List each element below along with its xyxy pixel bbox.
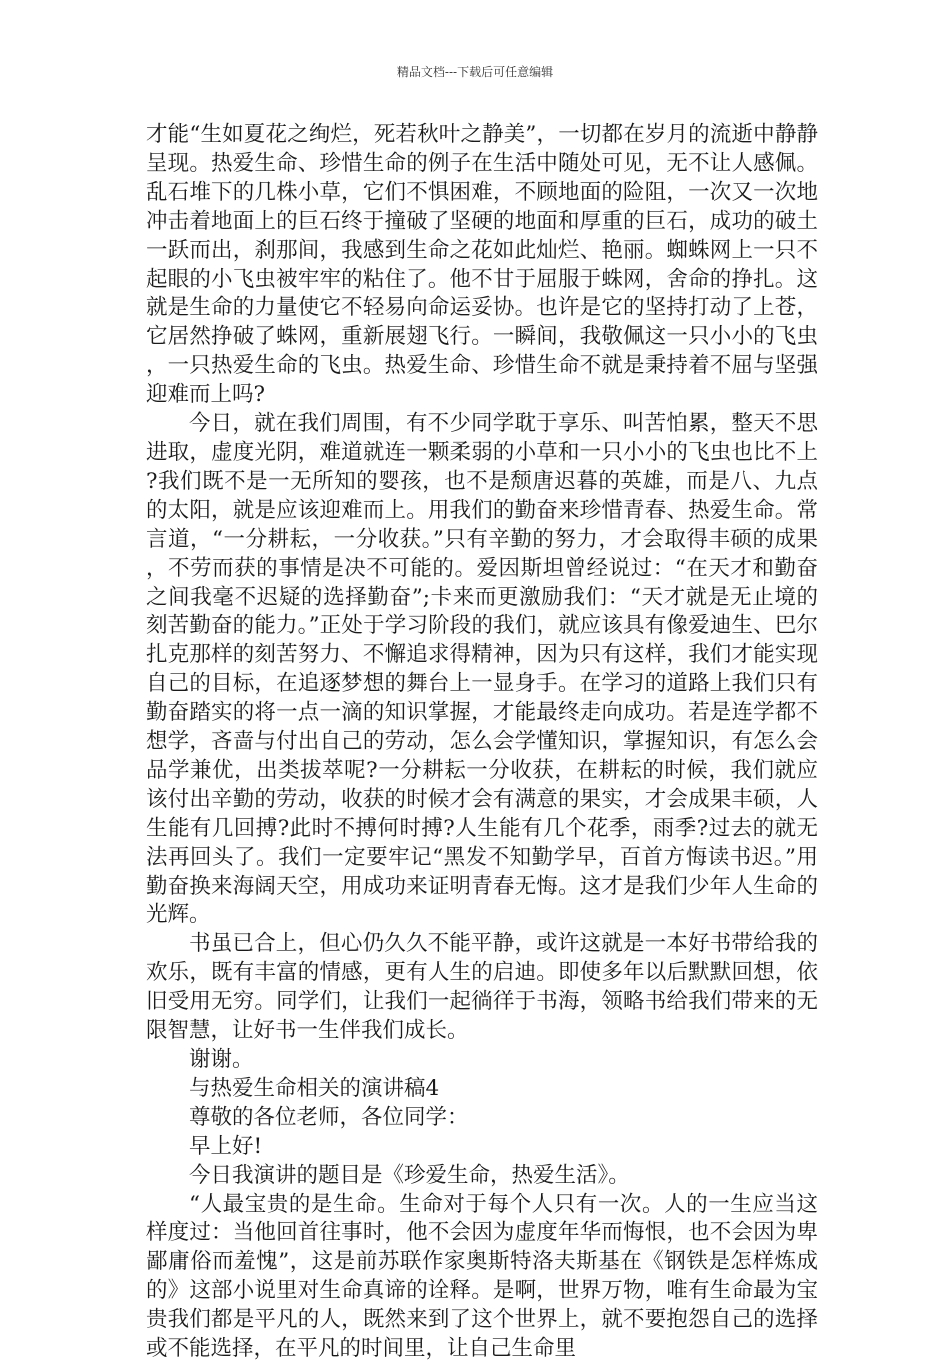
document-body [146, 121, 818, 1364]
paragraph-quote-ostrovsky: “人最宝贵的是生命。生命对于每个人只有一次。人的一生应当这样度过：当他回首往事时，他不会因为虚度年华而悔恨，也不会因为卑鄙庸俗而羞愧”，这是前苏联作家奥斯特洛夫斯基在《钢铁是怎样炼成的》这部小说里对生命真谛的诠释。是啊，世界万物，唯有生命最为宝贵我们都是平凡的人，既然来到了这个世界上，就不要抱怨自己的选择或不能选择，在平凡的时间里，让自己生命里 [146, 1191, 818, 1362]
thanks-line: 谢谢。 [189, 1047, 254, 1072]
paragraph-life-examples: 才能“生如夏花之绚烂，死若秋叶之静美”，一切都在岁月的流逝中静静呈现。热爱生命、珍惜生命的例子在生活中随处可见，无不让人感佩。乱石堆下的几株小草，它们不惧困难，不顾地面的险阻，一次又一次地冲击着地面上的巨石终于撞破了坚硬的地面和厚重的巨石，成功的破土一跃而出，刹那间，我感到生命之花如此灿烂、艳丽。蜘蛛网上一只不起眼的小飞虫被牢牢的粘住了。他不甘于屈服于蛛网，舍命的挣扎。这就是生命的力量使它不轻易向命运妥协。也许是它的坚持打动了上苍，它居然挣破了蛛网，重新展翅飞行。一瞬间，我敬佩这一只小小的飞虫，一只热爱生命的飞虫。热爱生命、珍惜生命不就是秉持着不屈与坚强迎难而上吗? [146, 122, 818, 408]
salutation-line: 尊敬的各位老师，各位同学： [189, 1104, 469, 1130]
topic-line: 今日我演讲的题目是《珍爱生命，热爱生活》。 [189, 1162, 630, 1188]
speech-title: 与热爱生命相关的演讲稿4 [189, 1075, 440, 1101]
paragraph-book-closing: 书虽已合上，但心仍久久不能平静，或许这就是一本好书带给我的欢乐，既有丰富的情感，更有人生的启迪。即使多年以后默默回想，依旧受用无穷。同学们，让我们一起徜徉于书海，领略书给我们带来的无限智慧，让好书一生伴我们成长。 [146, 931, 818, 1044]
page-header: 精品文档---下载后可任意编辑 [396, 65, 554, 79]
greeting-line: 早上好! [189, 1133, 263, 1159]
paragraph-diligence: 今日，就在我们周围，有不少同学耽于享乐、叫苦怕累，整天不思进取，虚度光阴，难道就连一颗柔弱的小草和一只小小的飞虫也比不上?我们既不是一无所知的婴孩，也不是颓唐迟暮的英雄，而是八、九点的太阳，就是应该迎难而上。用我们的勤奋来珍惜青春、热爱生命。常言道，“一分耕耘，一分收获。”只有辛勤的努力，才会取得丰硕的成果，不劳而获的事情是决不可能的。爱因斯坦曾经说过：“在天才和勤奋之间我毫不迟疑的选择勤奋”;卡来而更激励我们：“天才就是无止境的刻苦勤奋的能力。”正处于学习阶段的我们，就应该具有像爱迪生、巴尔扎克那样的刻苦努力、不懈追求得精神，因为只有这样，我们才能实现自己的目标，在追逐梦想的舞台上一显身手。在学习的道路上我们只有勤奋踏实的将一点一滴的知识掌握，才能最终走向成功。若是连学都不想学，吝啬与付出自己的劳动，怎么会学懂知识，掌握知识，有怎么会品学兼优，出类拔萃呢?一分耕耘一分收获，在耕耘的时候，我们就应该付出辛勤的劳动，收获的时候才会有满意的果实，才会成果丰硕，人生能有几回搏?此时不搏何时搏?人生能有几个花季，雨季?过去的就无法再回头了。我们一定要牢记“黑发不知勤学早，百首方悔读书迟。”用勤奋换来海阔天空，用成功来证明青春无悔。这才是我们少年人生命的光辉。 [146, 411, 818, 928]
